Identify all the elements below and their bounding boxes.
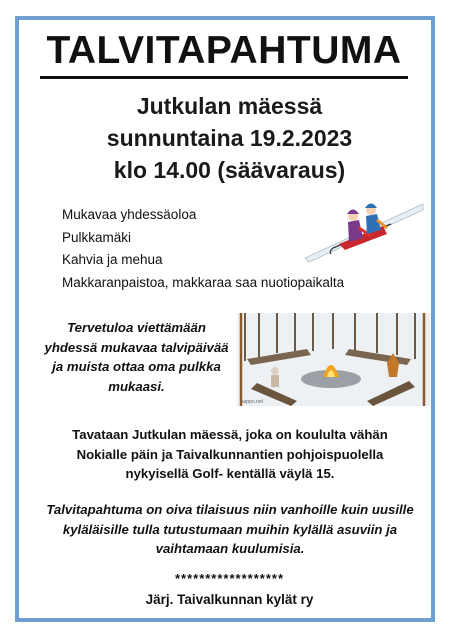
event-time: klo 14.00 (säävaraus) [113, 157, 346, 183]
event-date: sunnuntaina 19.2.2023 [106, 125, 353, 151]
separator-stars: ****************** [174, 571, 285, 586]
title-underline [40, 76, 408, 79]
welcome-line: yhdessä mukavaa talvipäivää [44, 339, 229, 355]
sledding-kids-illustration [303, 198, 425, 264]
welcome-line: ja muista ottaa oma pulkka [52, 359, 221, 374]
activity-list [62, 204, 344, 294]
invitation-line: Talvitapahtuma on oiva tilaisuus niin vanhoille kuin uusille [46, 502, 414, 517]
directions-line: Nokialle päin ja Taivalkunnantien pohjoispuolella [76, 446, 384, 462]
activity-item: Makkaranpaistoa, makkaraa saa nuotiopaikalta [62, 274, 345, 290]
welcome-line: Tervetuloa viettämään [67, 320, 206, 335]
activity-item: Kahvia ja mehua [62, 252, 163, 267]
directions-text [36, 425, 424, 484]
organizer: Järj. Taivalkunnan kylät ry [145, 592, 314, 607]
image-credit: sappo.net [241, 399, 263, 405]
activity-item: Mukavaa yhdessäoloa [62, 207, 197, 222]
directions-line: Tavataan Jutkulan mäessä, joka on koululta vähän [72, 427, 388, 442]
activity-item: Pulkkamäki [62, 229, 132, 245]
event-location: Jutkulan mäessä [136, 93, 323, 119]
poster-title: TALVITAPAHTUMA [46, 29, 402, 72]
welcome-line: mukaasi. [108, 378, 165, 394]
invitation-line: vaihtamaan kuulumisia. [155, 541, 305, 556]
directions-line: nykyisellä Golf- kentällä väylä 15. [125, 466, 335, 481]
invitation-text [36, 500, 424, 559]
welcome-text [34, 318, 239, 396]
invitation-line: kyläläisille tulla tutustumaan muihin kylällä asuviin ja [62, 521, 398, 537]
campfire-forest-illustration [237, 313, 430, 406]
